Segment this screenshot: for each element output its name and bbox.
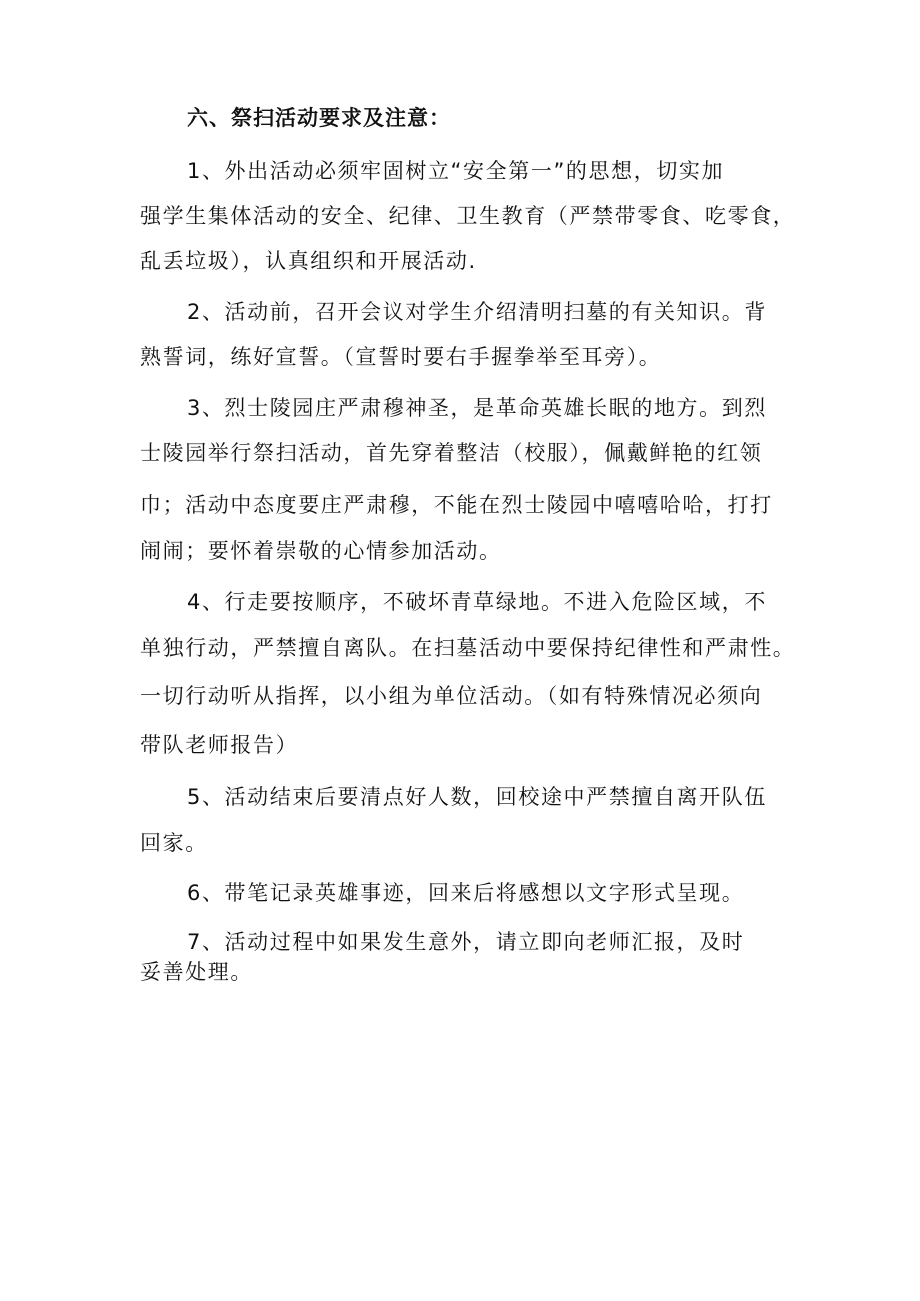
item-3-line-2: 士陵园举行祭扫活动，首先穿着整洁（校服），佩戴鲜艳的红领 (140, 441, 763, 465)
item-6-line-1: 6、带笔记录英雄事迹，回来后将感想以文字形式呈现。 (187, 881, 745, 905)
item-1-line-1: 1、外出活动必须牢固树立“安全第一”的思想，切实加 (187, 159, 725, 183)
item-4-line-2: 单独行动，严禁擅自离队。在扫墓活动中要保持纪律性和严肃性。 (140, 636, 796, 660)
item-3-line-3: 巾；活动中态度要庄严肃穆，不能在烈士陵园中嘻嘻哈哈，打打 (140, 493, 773, 517)
item-3-line-4: 闹闹；要怀着崇敬的心情参加活动。 (140, 539, 502, 563)
item-4-line-4: 带队老师报告） (140, 733, 299, 757)
item-5-line-1: 5、活动结束后要清点好人数，回校途中严禁擅自离开队伍 (187, 785, 767, 809)
item-3-line-1: 3、烈士陵园庄严肃穆神圣，是革命英雄长眠的地方。到烈 (187, 396, 767, 420)
item-1-line-2: 强学生集体活动的安全、纪律、卫生教育（严禁带零食、吃零食， (140, 204, 796, 228)
item-2-line-1: 2、活动前，召开会议对学生介绍清明扫墓的有关知识。背 (187, 300, 767, 324)
item-1-line-3: 乱丢垃圾），认真组织和开展活动. (140, 249, 477, 273)
item-2-line-2: 熟誓词，练好宣誓。（宣誓时要右手握拳举至耳旁）。 (140, 345, 662, 369)
item-7-line-2: 妥善处理。 (140, 960, 253, 984)
item-5-line-2: 回家。 (140, 831, 208, 855)
item-7-line-1: 7、活动过程中如果发生意外，请立即向老师汇报，及时 (187, 930, 745, 954)
item-4-line-1: 4、行走要按顺序，不破坏青草绿地。不进入危险区域，不 (187, 590, 767, 614)
item-4-line-3: 一切行动听从指挥，以小组为单位活动。（如有特殊情况必须向 (140, 684, 763, 708)
section-heading: 六、祭扫活动要求及注意： (187, 106, 451, 130)
